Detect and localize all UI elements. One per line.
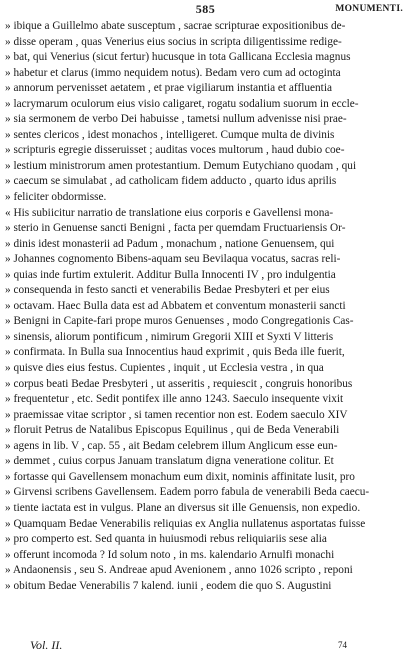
page-number: 585 <box>195 2 216 16</box>
text-line: » feliciter obdormisse. <box>5 191 107 204</box>
text-line: » habetur et clarus (immo nequidem notus). Bedam vero cum ad octoginta <box>5 66 341 79</box>
text-line: » frequentetur , etc. Sedit pontifex ille anno 1243. Saeculo insequente vixit <box>5 393 344 406</box>
text-line: » consequenda in festo sancti et venerabilis Bedae Presbyteri et per eius <box>5 284 330 297</box>
text-line: » confirmata. In Bulla sua Innocentius haud exprimit , quis Beda ille fuerit, <box>5 346 345 359</box>
text-line: » dinis idest monasterii ad Padum , monachum , natione Genuensem, qui <box>5 237 335 250</box>
text-line: » sterio in Genuense sancti Benigni , facta per quemdam Fructuariensis Or- <box>5 222 346 235</box>
body-text <box>5 19 406 594</box>
volume-label: Vol. II. <box>30 638 63 652</box>
text-line: « His subiicitur narratio de translatione eius corporis e Gavellensi mona- <box>5 206 334 219</box>
text-line: » Benigni in Capite-fari prope muros Genuenses , modo Congregationis Cas- <box>5 315 354 328</box>
text-line: » offerunt incomoda ? Id solum noto , in ms. kalendario Arnulfi monachi <box>5 548 335 561</box>
text-line: » lacrymarum oculorum eius visio caligaret, rogatu sodalium suorum in eccle- <box>5 97 359 110</box>
text-line: » corpus beati Bedae Presbyteri , ut asseritis , requiescit , congruis honoribus <box>5 377 353 390</box>
text-line: » floruit Petrus de Natalibus Episcopus Equilinus , qui de Beda Venerabili <box>5 424 340 437</box>
text-line: » quias inde furtim extulerit. Additur Bulla Innocenti IV , pro indulgentia <box>5 268 336 281</box>
text-line: » pro comperto est. Sed quanta in huiusmodi rebus reliquiariis sese alia <box>5 533 327 546</box>
signature-mark: 74 <box>338 640 347 650</box>
text-line: » lestium ministrorum amen protestantium. Demum Eutychiano quodam , qui <box>5 159 357 172</box>
text-line: » demmet , cuius corpus Januam translatum digna veneratione colitur. Et <box>5 455 334 468</box>
text-line: » sentes clericos , idest monachos , intelligeret. Cumque multa de divinis <box>5 128 335 141</box>
text-line: » tiente iactata est in vulgus. Plane an diversus sit ille Genuensis, non expedio. <box>5 501 361 514</box>
text-line: » praemissae vitae scriptor , si tamen recentior non est. Eodem saeculo XIV <box>5 408 348 421</box>
page-footer <box>4 638 407 652</box>
text-line: » bat, qui Venerius (sicut fertur) hucusque in tota Gallicana Ecclesia magnus <box>5 51 351 64</box>
text-line: » Girvensi scribens Gavellensem. Eadem porro fabula de venerabili Beda caecu- <box>5 486 370 499</box>
text-line: » disse operam , quas Venerius eius socius in scripta diligentissime redige- <box>5 35 342 48</box>
text-line: » sinensis, aliorum pontificum , nimirum Gregorii XIII et Syxti V litteris <box>5 330 334 343</box>
text-line: » octavam. Haec Bulla data est ad Abbatem et conventum monasterii sancti <box>5 299 346 312</box>
text-line: » Andaonensis , seu S. Andreae apud Avenionem , anno 1026 scripto , reponi <box>5 564 353 577</box>
text-line: » ibique a Guillelmo abate susceptum , sacrae scripturae expositionibus de- <box>5 20 346 32</box>
text-line: » annorum pervenisset aetatem , et prae vigiliarum instantia et affluentia <box>5 82 332 95</box>
text-line: » Quamquam Bedae Venerabilis reliquias ex Anglia nullatenus asportatas fuisse <box>5 517 366 530</box>
text-line: » caecum se simulabat , ad catholicam fidem adducto , quarto idus aprilis <box>5 175 337 188</box>
text-line: » agens in lib. V , cap. 55 , ait Bedam celebrem illum Anglicum esse eun- <box>5 439 338 452</box>
running-head: MONUMENTI. <box>335 4 403 14</box>
text-line: » Johannes cognomento Bibens-aquam seu Bevilaqua vocatus, sacras reli- <box>5 253 341 266</box>
page-header <box>4 2 407 16</box>
text-line: » sia sermonem de verbo Dei habuisse , tametsi nullum advenisse nisi prae- <box>5 113 347 126</box>
text-line: » scripturis egregie disseruisset ; auditas voces multorum , haud dubio coe- <box>5 144 345 157</box>
text-line: » quisve dies eius festus. Cupientes , inquit , ut Ecclesia vestra , in qua <box>5 362 324 375</box>
text-line: » fortasse qui Gavellensem monachum eum dixit, nominis affinitate lusit, pro <box>5 470 355 483</box>
text-line: » obitum Bedae Venerabilis 7 kalend. iunii , eodem die quo S. Augustini <box>5 579 332 592</box>
